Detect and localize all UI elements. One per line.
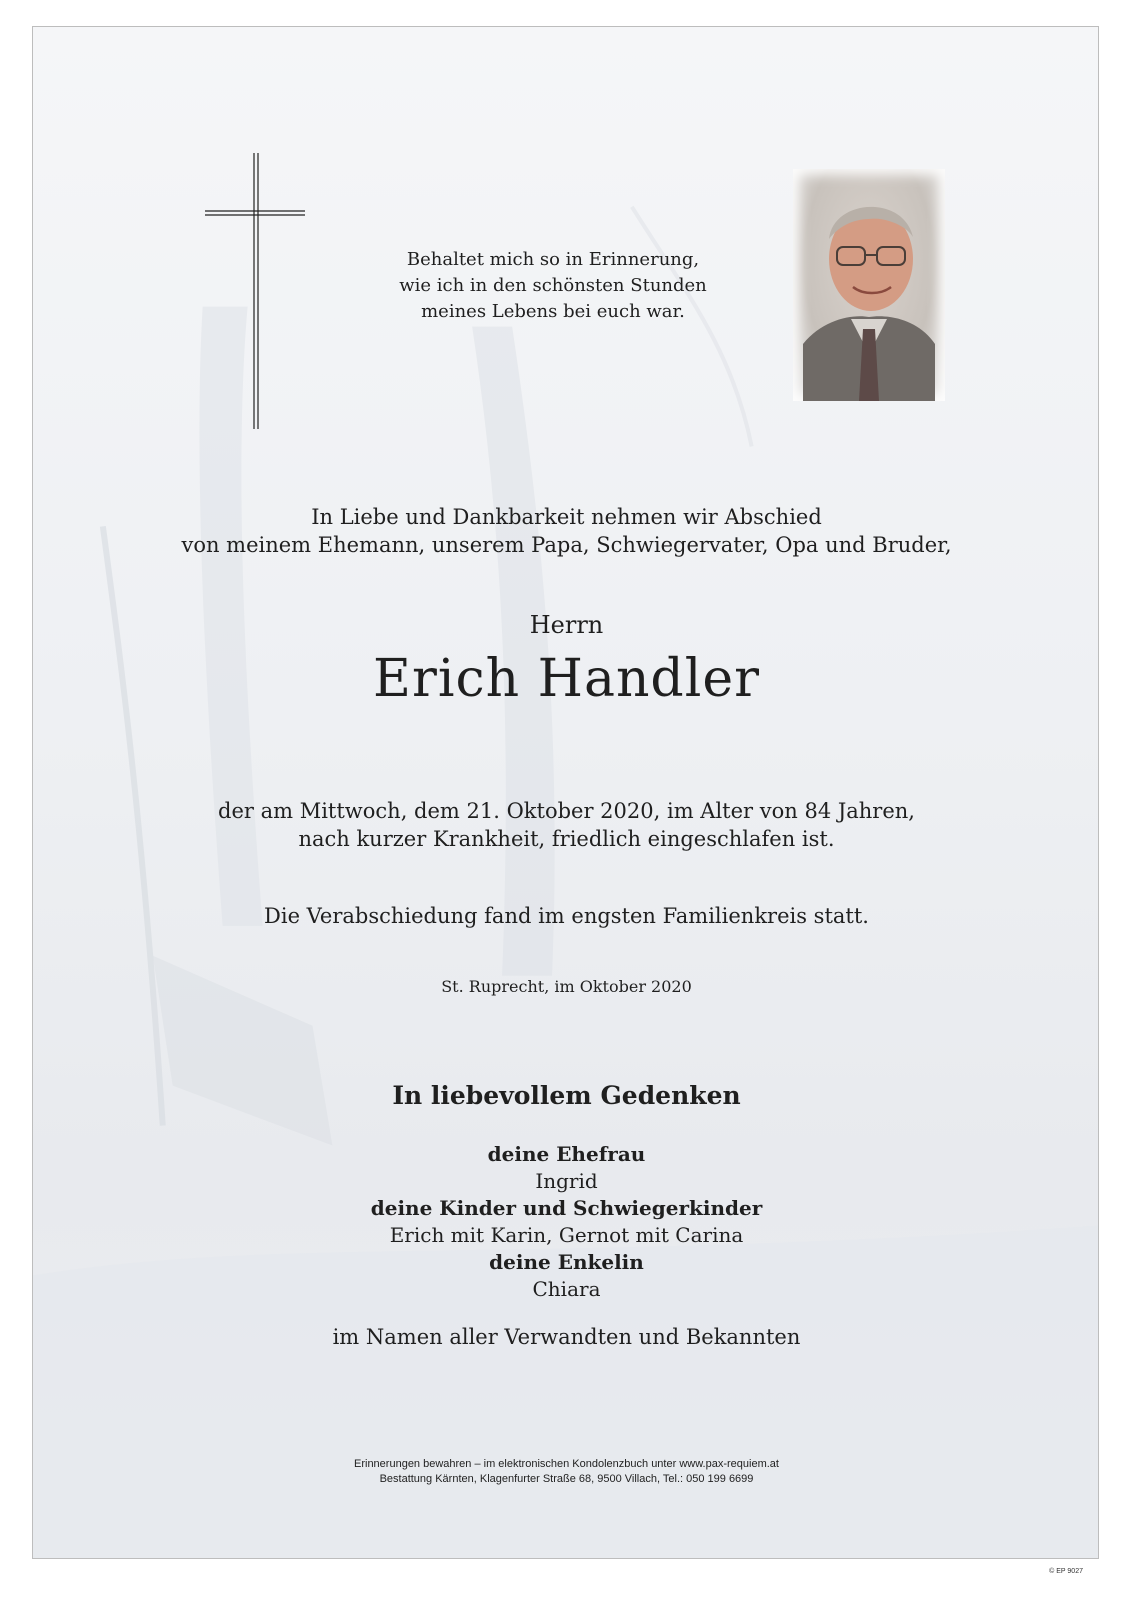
closing-line: im Namen aller Verwandten und Bekannten	[332, 1325, 801, 1349]
family-names: Erich mit Karin, Gernot mit Carina	[389, 1223, 744, 1247]
motto-line: wie ich in den schönsten Stunden	[399, 275, 707, 296]
salutation: Herrn	[529, 611, 604, 639]
cross-icon	[205, 153, 305, 433]
family-role: deine Enkelin	[489, 1250, 644, 1274]
footer-line: Erinnerungen bewahren – im elektronischen Kondolenzbuch unter www.pax-requiem.at	[354, 1458, 779, 1470]
deceased-name: Erich Handler	[373, 649, 760, 709]
death-notice	[133, 797, 1000, 853]
portrait-photo	[793, 169, 945, 401]
farewell-intro	[153, 503, 980, 559]
intro-line: von meinem Ehemann, unserem Papa, Schwiegervater, Opa und Bruder,	[181, 533, 952, 557]
intro-line: In Liebe und Dankbarkeit nehmen wir Abschied	[311, 505, 822, 529]
print-code: © EP 9027	[1049, 1568, 1083, 1575]
family-list	[233, 1141, 900, 1303]
motto-line: meines Lebens bei euch war.	[421, 301, 685, 322]
place-date: St. Ruprecht, im Oktober 2020	[441, 977, 692, 996]
motto-line: Behaltet mich so in Erinnerung,	[406, 249, 700, 270]
family-names: Ingrid	[535, 1169, 598, 1193]
family-role: deine Ehefrau	[487, 1142, 646, 1166]
death-notice-line: nach kurzer Krankheit, friedlich eingeschlafen ist.	[298, 827, 835, 851]
funeral-home-footer	[183, 1457, 950, 1487]
family-names: Chiara	[532, 1277, 601, 1301]
death-notice-line: der am Mittwoch, dem 21. Oktober 2020, im Alter von 84 Jahren,	[218, 799, 915, 823]
memorial-heading: In liebevollem Gedenken	[392, 1081, 741, 1110]
farewell-info: Die Verabschiedung fand im engsten Familienkreis statt.	[264, 904, 869, 928]
footer-line: Bestattung Kärnten, Klagenfurter Straße 68, 9500 Villach, Tel.: 050 199 6699	[379, 1473, 754, 1485]
family-role: deine Kinder und Schwiegerkinder	[370, 1196, 763, 1220]
memorial-motto	[353, 247, 753, 325]
obituary-card	[32, 26, 1099, 1559]
